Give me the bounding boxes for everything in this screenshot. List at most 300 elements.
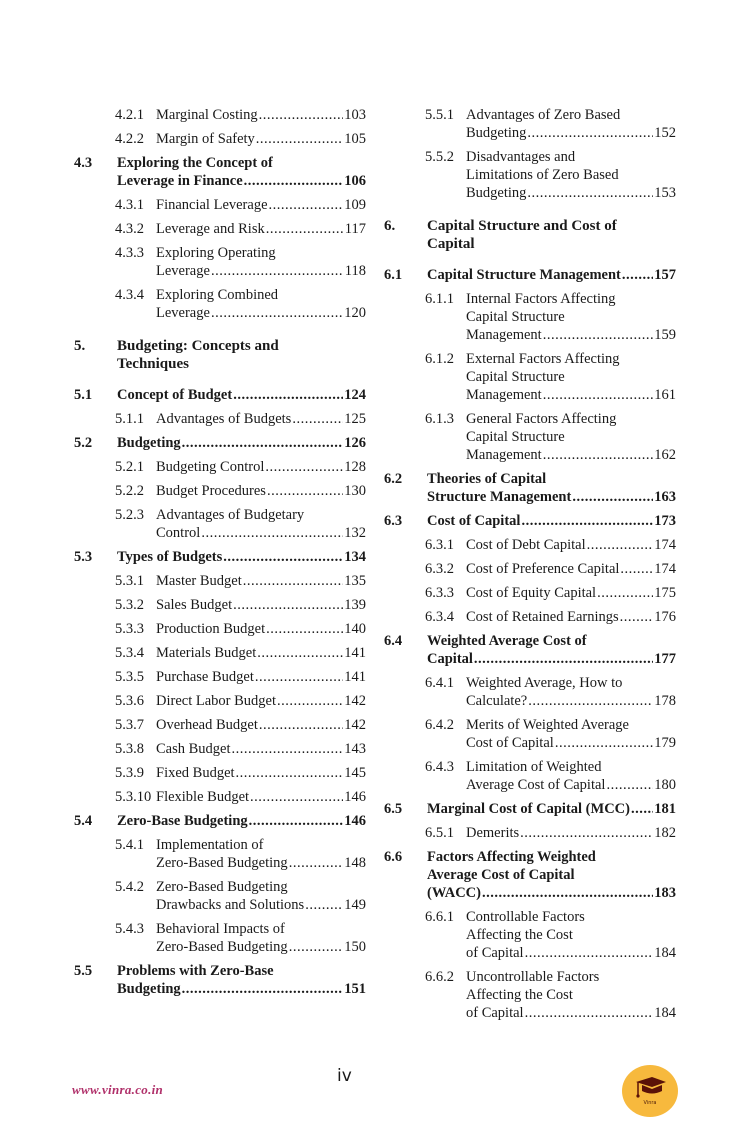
- entry-title: [156, 286, 366, 322]
- toc-entry-sub[interactable]: [74, 106, 366, 124]
- entry-last-line: [156, 788, 366, 806]
- dot-leader: [525, 944, 654, 962]
- entry-title-line: of Capital: [466, 1005, 524, 1021]
- entry-number: 4.3.3: [115, 245, 144, 261]
- dot-leader: [267, 482, 343, 500]
- entry-title: [466, 824, 676, 842]
- entry-title: [156, 878, 366, 914]
- entry-title: [156, 410, 366, 428]
- entry-title: [156, 620, 366, 638]
- entry-page-number: 174: [654, 537, 676, 553]
- toc-entry-section[interactable]: [74, 434, 366, 452]
- dot-leader: [543, 446, 654, 464]
- toc-entry-section[interactable]: [384, 266, 676, 284]
- toc-entry-sub[interactable]: [384, 968, 676, 1022]
- dot-leader: [277, 692, 343, 710]
- entry-title: [156, 836, 366, 872]
- toc-entry-sub[interactable]: [384, 824, 676, 842]
- entry-number: 6.4: [384, 633, 403, 649]
- entry-title-line: Capital Structure: [466, 369, 565, 385]
- dot-leader: [266, 620, 343, 638]
- dot-leader: [587, 536, 654, 554]
- entry-page-number: 150: [344, 939, 366, 955]
- entry-number: 5.3.9: [115, 765, 144, 781]
- entry-last-line: [156, 620, 366, 638]
- dot-leader: [233, 386, 343, 404]
- entry-title-line: Capital Structure: [466, 309, 565, 325]
- entry-title-line: Marginal Costing: [156, 107, 258, 123]
- dot-leader: [233, 596, 343, 614]
- entry-number: 4.3: [74, 155, 93, 171]
- toc-entry-sub[interactable]: [74, 836, 366, 872]
- entry-title-line: Capital Structure and Cost of: [427, 218, 617, 234]
- toc-entry-sub[interactable]: [74, 596, 366, 614]
- entry-number: 4.2.1: [115, 107, 144, 123]
- entry-title-line: Cost of Capital: [466, 735, 554, 751]
- entry-page-number: 163: [654, 489, 676, 505]
- entry-last-line: [466, 184, 676, 202]
- toc-entry-sub[interactable]: [74, 458, 366, 476]
- entry-title: [466, 716, 676, 752]
- dot-leader: [622, 266, 653, 284]
- entry-title: [156, 764, 366, 782]
- entry-last-line: [156, 764, 366, 782]
- entry-page-number: 143: [344, 741, 366, 757]
- entry-title-line: Sales Budget: [156, 597, 233, 613]
- entry-last-line: [117, 548, 366, 566]
- entry-last-line: [466, 1004, 676, 1022]
- entry-title-line: (WACC): [427, 885, 481, 901]
- entry-title: [156, 482, 366, 500]
- entry-number: 5.5: [74, 963, 93, 979]
- toc-entry-chapter[interactable]: [74, 337, 366, 373]
- entry-title: [427, 800, 676, 818]
- entry-title: [466, 536, 676, 554]
- entry-title: [427, 266, 676, 284]
- entry-number: 5.3.8: [115, 741, 144, 757]
- entry-title-line: Flexible Budget: [156, 789, 250, 805]
- entry-page-number: 103: [344, 107, 366, 123]
- entry-title-line: Master Budget: [156, 573, 242, 589]
- dot-leader: [620, 560, 653, 578]
- entry-page-number: 106: [344, 173, 366, 189]
- entry-title-line: Weighted Average Cost of: [427, 633, 587, 649]
- toc-entry-sub[interactable]: [74, 716, 366, 734]
- entry-title-line: General Factors Affecting: [466, 411, 617, 427]
- entry-number: 6.3.4: [425, 609, 454, 625]
- entry-title-line: Capital Structure: [466, 429, 565, 445]
- entry-number: 5.1.1: [115, 411, 144, 427]
- entry-last-line: [466, 944, 676, 962]
- logo-text: Vinra: [643, 1100, 657, 1106]
- entry-title: [156, 130, 366, 148]
- entry-title-line: Leverage: [156, 305, 210, 321]
- entry-page-number: 142: [344, 693, 366, 709]
- entry-title-line: Limitations of Zero Based: [466, 167, 619, 183]
- dot-leader: [259, 716, 343, 734]
- entry-title-line: Types of Budgets: [117, 549, 223, 565]
- toc-entry-sub[interactable]: [384, 290, 676, 344]
- entry-title-line: Limitation of Weighted: [466, 759, 602, 775]
- entry-page-number: 128: [344, 459, 366, 475]
- entry-last-line: [466, 776, 676, 794]
- entry-title-line: Zero-Based Budgeting: [156, 879, 288, 895]
- entry-page-number: 146: [344, 813, 366, 829]
- entry-number: 6.1.2: [425, 351, 454, 367]
- entry-title-line: Leverage and Risk: [156, 221, 265, 237]
- entry-number: 5.2.2: [115, 483, 144, 499]
- toc-entry-section[interactable]: [384, 512, 676, 530]
- entry-title: [466, 608, 676, 626]
- entry-page-number: 145: [344, 765, 366, 781]
- entry-title-line: Cost of Preference Capital: [466, 561, 620, 577]
- entry-page-number: 183: [654, 885, 676, 901]
- entry-number: 5.3.4: [115, 645, 144, 661]
- toc-entry-sub[interactable]: [384, 716, 676, 752]
- entry-last-line: [156, 896, 366, 914]
- toc-entry-sub[interactable]: [384, 350, 676, 404]
- dot-leader: [236, 764, 344, 782]
- entry-title-line: Affecting the Cost: [466, 987, 573, 1003]
- entry-page-number: 161: [654, 387, 676, 403]
- toc-entry-sub[interactable]: [74, 482, 366, 500]
- entry-number: 6.6: [384, 849, 403, 865]
- entry-title: [156, 644, 366, 662]
- dot-leader: [572, 488, 653, 506]
- entry-page-number: 130: [344, 483, 366, 499]
- entry-number: 6.: [384, 218, 396, 234]
- entry-title: [156, 506, 366, 542]
- entry-title-line: Average Cost of Capital: [466, 777, 606, 793]
- entry-title: [156, 106, 366, 124]
- toc-entry-sub[interactable]: [384, 560, 676, 578]
- entry-title-line: Advantages of Budgetary: [156, 507, 305, 523]
- entry-title-line: Capital: [427, 651, 473, 667]
- entry-number: 6.4.2: [425, 717, 454, 733]
- entry-page-number: 162: [654, 447, 676, 463]
- dot-leader: [520, 824, 653, 842]
- toc-entry-sub[interactable]: [384, 674, 676, 710]
- entry-title-line: Theories of Capital: [427, 471, 547, 487]
- entry-last-line: [466, 536, 676, 554]
- entry-number: 5.4.1: [115, 837, 144, 853]
- entry-page-number: 146: [344, 789, 366, 805]
- toc-entry-section[interactable]: [74, 548, 366, 566]
- entry-last-line: [117, 386, 366, 404]
- dot-leader: [259, 106, 344, 124]
- toc-entry-sub[interactable]: [74, 196, 366, 214]
- entry-number: 6.6.2: [425, 969, 454, 985]
- entry-page-number: 182: [654, 825, 676, 841]
- entry-last-line: [117, 812, 366, 830]
- entry-last-line: [156, 130, 366, 148]
- entry-number: 5.4: [74, 813, 93, 829]
- entry-last-line: [156, 482, 366, 500]
- toc-entry-sub[interactable]: [384, 106, 676, 142]
- entry-title: [156, 196, 366, 214]
- entry-number: 5.2.3: [115, 507, 144, 523]
- entry-title-line: Concept of Budget: [117, 387, 233, 403]
- website-link[interactable]: www.vinra.co.in: [72, 1082, 164, 1097]
- entry-last-line: [427, 650, 676, 668]
- dot-leader: [243, 572, 343, 590]
- entry-title-line: Uncontrollable Factors: [466, 969, 600, 985]
- entry-last-line: [466, 734, 676, 752]
- entry-title: [427, 512, 676, 530]
- entry-page-number: 179: [654, 735, 676, 751]
- dot-leader: [269, 196, 344, 214]
- dot-leader: [521, 512, 653, 530]
- entry-title: [466, 758, 676, 794]
- toc-entry-sub[interactable]: [384, 410, 676, 464]
- dot-leader: [232, 740, 344, 758]
- entry-title: [156, 788, 366, 806]
- entry-number: 5.1: [74, 387, 93, 403]
- entry-page-number: 184: [654, 945, 676, 961]
- toc-entry-sub[interactable]: [384, 584, 676, 602]
- toc-entry-sub[interactable]: [384, 758, 676, 794]
- entry-last-line: [427, 884, 676, 902]
- entry-title-line: Exploring Combined: [156, 287, 279, 303]
- entry-title: [117, 812, 366, 830]
- entry-title-line: Management: [466, 387, 542, 403]
- toc-entry-sub[interactable]: [74, 788, 366, 806]
- dot-leader: [255, 668, 343, 686]
- entry-title-line: Advantages of Budgets: [156, 411, 292, 427]
- entry-title-line: Drawbacks and Solutions: [156, 897, 305, 913]
- entry-page-number: 120: [344, 305, 366, 321]
- entry-number: 5.3.1: [115, 573, 144, 589]
- entry-page-number: 178: [654, 693, 676, 709]
- entry-last-line: [156, 740, 366, 758]
- dot-leader: [289, 854, 344, 872]
- entry-title: [466, 148, 676, 202]
- entry-title-line: Demerits: [466, 825, 520, 841]
- entry-number: 5.3.6: [115, 693, 144, 709]
- entry-number: 6.3.3: [425, 585, 454, 601]
- entry-number: 6.3.1: [425, 537, 454, 553]
- entry-page-number: 141: [344, 645, 366, 661]
- entry-title-line: Budgeting: [117, 435, 181, 451]
- entry-page-number: 125: [344, 411, 366, 427]
- entry-title-line: Zero-Based Budgeting: [156, 855, 288, 871]
- entry-title: [466, 908, 676, 962]
- toc-entry-sub[interactable]: [74, 572, 366, 590]
- entry-title-line: Budget Procedures: [156, 483, 266, 499]
- toc-entry-section[interactable]: [74, 962, 366, 998]
- entry-title-line: Margin of Safety: [156, 131, 255, 147]
- entry-title-line: External Factors Affecting: [466, 351, 620, 367]
- entry-page-number: 159: [654, 327, 676, 343]
- toc-entry-sub[interactable]: [74, 410, 366, 428]
- toc-right-column: [384, 106, 676, 1028]
- entry-title-line: Affecting the Cost: [466, 927, 573, 943]
- entry-title-line: Capital Structure Management: [427, 267, 621, 283]
- dot-leader: [211, 262, 344, 280]
- toc-entry-sub[interactable]: [74, 692, 366, 710]
- entry-title: [427, 470, 676, 506]
- dot-leader: [250, 788, 343, 806]
- entry-title-line: Cost of Equity Capital: [466, 585, 597, 601]
- toc-entry-sub[interactable]: [74, 878, 366, 914]
- entry-title: [466, 968, 676, 1022]
- dot-leader: [256, 130, 343, 148]
- entry-title: [156, 572, 366, 590]
- entry-title-line: Leverage: [156, 263, 210, 279]
- toc-entry-chapter[interactable]: [384, 217, 676, 253]
- entry-title-line: Cost of Capital: [427, 513, 521, 529]
- toc-entry-sub[interactable]: [74, 244, 366, 280]
- entry-last-line: [156, 220, 366, 238]
- dot-leader: [482, 884, 653, 902]
- dot-leader: [292, 410, 343, 428]
- toc-entry-sub[interactable]: [74, 130, 366, 148]
- entry-title: [466, 584, 676, 602]
- entry-title-line: Management: [466, 447, 542, 463]
- toc-entry-sub[interactable]: [74, 920, 366, 956]
- entry-title-line: Implementation of: [156, 837, 264, 853]
- entry-last-line: [156, 304, 366, 322]
- entry-title: [427, 848, 676, 902]
- entry-number: 5.2.1: [115, 459, 144, 475]
- entry-title-line: Control: [156, 525, 201, 541]
- toc-entry-sub[interactable]: [384, 908, 676, 962]
- toc-entry-sub[interactable]: [74, 220, 366, 238]
- entry-number: 5.: [74, 338, 86, 354]
- entry-number: 5.3.2: [115, 597, 144, 613]
- entry-last-line: [156, 854, 366, 872]
- entry-page-number: 175: [654, 585, 676, 601]
- dot-leader: [527, 184, 653, 202]
- toc-entry-sub[interactable]: [74, 740, 366, 758]
- entry-last-line: [156, 262, 366, 280]
- entry-last-line: [117, 980, 366, 998]
- toc-entry-sub[interactable]: [74, 506, 366, 542]
- entry-page-number: 149: [344, 897, 366, 913]
- entry-last-line: [156, 692, 366, 710]
- entry-page-number: 140: [344, 621, 366, 637]
- entry-title-line: Advantages of Zero Based: [466, 107, 621, 123]
- entry-number: 5.5.1: [425, 107, 454, 123]
- entry-title-line: Budgeting: [466, 125, 527, 141]
- dot-leader: [289, 938, 344, 956]
- dot-leader: [257, 644, 343, 662]
- dot-leader: [211, 304, 343, 322]
- toc-entry-section[interactable]: [384, 470, 676, 506]
- entry-number: 5.2: [74, 435, 93, 451]
- entry-title-line: Zero-Base Budgeting: [117, 813, 248, 829]
- entry-title-line: Budgeting: Concepts and: [117, 338, 279, 354]
- entry-number: 4.2.2: [115, 131, 144, 147]
- toc-entry-sub[interactable]: [74, 668, 366, 686]
- entry-number: 5.3.5: [115, 669, 144, 685]
- entry-page-number: 177: [654, 651, 676, 667]
- entry-page-number: 181: [654, 801, 676, 817]
- entry-last-line: [156, 716, 366, 734]
- toc-entry-sub[interactable]: [74, 620, 366, 638]
- entry-last-line: [466, 824, 676, 842]
- entry-title: [156, 740, 366, 758]
- entry-title: [117, 434, 366, 452]
- toc-entry-sub[interactable]: [74, 764, 366, 782]
- entry-title: [117, 962, 366, 998]
- toc-entry-sub[interactable]: [74, 644, 366, 662]
- entry-last-line: [466, 386, 676, 404]
- entry-title: [156, 596, 366, 614]
- toc-entry-sub[interactable]: [384, 536, 676, 554]
- entry-page-number: 126: [344, 435, 366, 451]
- entry-title: [117, 548, 366, 566]
- entry-title: [156, 668, 366, 686]
- entry-page-number: 142: [344, 717, 366, 733]
- toc-entry-section[interactable]: [384, 632, 676, 668]
- toc-entry-sub[interactable]: [384, 148, 676, 202]
- entry-title-line: Controllable Factors: [466, 909, 585, 925]
- toc-entry-sub[interactable]: [384, 608, 676, 626]
- entry-title: [117, 154, 366, 190]
- entry-number: 4.3.2: [115, 221, 144, 237]
- entry-number: 6.1.1: [425, 291, 454, 307]
- entry-number: 6.1: [384, 267, 403, 283]
- entry-last-line: [466, 446, 676, 464]
- dot-leader: [249, 812, 344, 830]
- entry-title-line: Financial Leverage: [156, 197, 268, 213]
- entry-title-line: Budgeting: [117, 981, 181, 997]
- entry-title-line: Average Cost of Capital: [427, 867, 575, 883]
- toc-entry-section[interactable]: [74, 154, 366, 190]
- entry-page-number: 109: [344, 197, 366, 213]
- dot-leader: [620, 608, 654, 626]
- entry-last-line: [156, 196, 366, 214]
- entry-title-line: Marginal Cost of Capital (MCC): [427, 801, 630, 817]
- entry-title-line: Techniques: [117, 356, 189, 372]
- entry-number: 5.3.3: [115, 621, 144, 637]
- entry-title-line: Materials Budget: [156, 645, 257, 661]
- toc-left-column: [74, 106, 366, 1004]
- dot-leader: [266, 220, 344, 238]
- entry-title-line: Cost of Debt Capital: [466, 537, 586, 553]
- entry-page-number: 176: [654, 609, 676, 625]
- entry-last-line: [156, 668, 366, 686]
- entry-number: 4.3.1: [115, 197, 144, 213]
- entry-title: [466, 560, 676, 578]
- entry-title-line: Zero-Based Budgeting: [156, 939, 288, 955]
- entry-title: [466, 674, 676, 710]
- entry-title: [466, 106, 676, 142]
- entry-title-line: Direct Labor Budget: [156, 693, 276, 709]
- toc-entry-sub[interactable]: [74, 286, 366, 322]
- entry-page-number: 118: [344, 263, 366, 279]
- toc-entry-section[interactable]: [74, 386, 366, 404]
- entry-number: 6.6.1: [425, 909, 454, 925]
- entry-title-line: Factors Affecting Weighted: [427, 849, 596, 865]
- dot-leader: [244, 172, 344, 190]
- entry-title: [156, 244, 366, 280]
- toc-entry-section[interactable]: [384, 848, 676, 902]
- toc-entry-section[interactable]: [74, 812, 366, 830]
- toc-entry-section[interactable]: [384, 800, 676, 818]
- entry-title-line: Calculate?: [466, 693, 528, 709]
- entry-title-line: Cost of Retained Earnings: [466, 609, 619, 625]
- entry-page-number: 184: [654, 1005, 676, 1021]
- entry-title: [117, 386, 366, 404]
- entry-title-line: Exploring Operating: [156, 245, 276, 261]
- entry-page-number: 134: [344, 549, 366, 565]
- entry-page-number: 135: [344, 573, 366, 589]
- entry-last-line: [117, 434, 366, 452]
- entry-title-line: Structure Management: [427, 489, 572, 505]
- entry-page-number: 173: [654, 513, 676, 529]
